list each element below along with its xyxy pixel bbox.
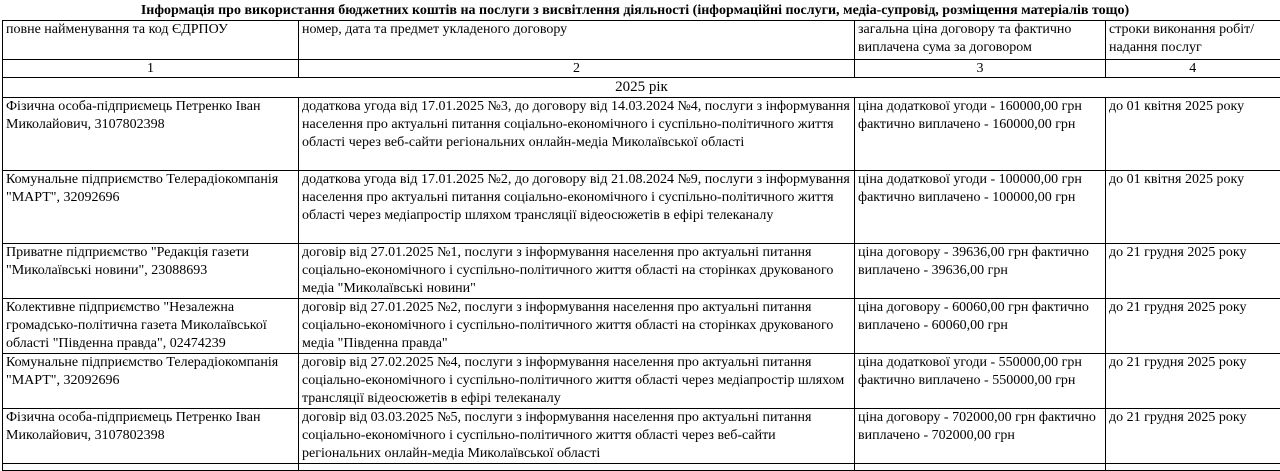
column-number-row bbox=[3, 60, 1280, 78]
contract-cell[interactable] bbox=[299, 464, 855, 471]
header-price[interactable]: загальна ціна договору та фактично виплачена сума за договором bbox=[855, 21, 1106, 60]
deadline-cell[interactable]: до 21 грудня 2025 року bbox=[1106, 299, 1280, 354]
deadline-cell[interactable] bbox=[1106, 464, 1280, 471]
table-row bbox=[3, 98, 1280, 171]
entity-cell[interactable]: Приватне підприємство "Редакція газети "Миколаївські новини", 23088693 bbox=[3, 244, 299, 299]
contract-cell[interactable]: договір від 27.01.2025 №1, послуги з інформування населення про актуальні питання соціально-економічного і суспільно-політичного життя області на сторінках друкованого медіа "Миколаївські новини" bbox=[299, 244, 855, 299]
contract-cell[interactable]: договір від 27.02.2025 №4, послуги з інформування населення про актуальні питання соціально-економічного і суспільно-політичного життя області через медіапростір шляхом трансляції відеосюжетів в ефірі телеканалу bbox=[299, 354, 855, 409]
table-row bbox=[3, 299, 1280, 354]
deadline-cell[interactable]: до 21 грудня 2025 року bbox=[1106, 409, 1280, 464]
column-number[interactable]: 3 bbox=[855, 60, 1106, 78]
price-cell[interactable]: ціна додаткової угоди - 100000,00 грн фактично виплачено - 100000,00 грн bbox=[855, 171, 1106, 244]
contracts-table bbox=[2, 20, 1280, 471]
header-deadline[interactable]: строки виконання робіт/надання послуг bbox=[1106, 21, 1280, 60]
entity-cell[interactable]: Фізична особа-підприємець Петренко Іван Миколайович, 3107802398 bbox=[3, 98, 299, 171]
year-label[interactable]: 2025 рік bbox=[3, 78, 1280, 98]
table-row bbox=[3, 409, 1280, 464]
header-contract[interactable]: номер, дата та предмет укладеного договору bbox=[299, 21, 855, 60]
entity-cell[interactable]: Колективне підприємство "Незалежна громадсько-політична газета Миколаївської області "Південна правда", 02474239 bbox=[3, 299, 299, 354]
price-cell[interactable] bbox=[855, 464, 1106, 471]
table-row bbox=[3, 244, 1280, 299]
year-row bbox=[3, 78, 1280, 98]
contract-cell[interactable]: договір від 03.03.2025 №5, послуги з інформування населення про актуальні питання соціально-економічного і суспільно-політичного життя області через веб-сайти регіональних онлайн-медіа Миколаївської області bbox=[299, 409, 855, 464]
entity-cell[interactable]: Фізична особа-підприємець Петренко Іван Миколайович, 3107802398 bbox=[3, 409, 299, 464]
entity-cell[interactable]: Комунальне підприємство Телерадіокомпанія "МАРТ", 32092696 bbox=[3, 171, 299, 244]
deadline-cell[interactable]: до 21 грудня 2025 року bbox=[1106, 354, 1280, 409]
column-number[interactable]: 4 bbox=[1106, 60, 1280, 78]
price-cell[interactable]: ціна договору - 39636,00 грн фактично виплачено - 39636,00 грн bbox=[855, 244, 1106, 299]
header-row bbox=[3, 21, 1280, 60]
price-cell[interactable]: ціна договору - 60060,00 грн фактично виплачено - 60060,00 грн bbox=[855, 299, 1106, 354]
table-row bbox=[3, 171, 1280, 244]
deadline-cell[interactable]: до 21 грудня 2025 року bbox=[1106, 244, 1280, 299]
contract-cell[interactable]: договір від 27.01.2025 №2, послуги з інформування населення про актуальні питання соціально-економічного і суспільно-політичного життя області на сторінках друкованого медіа "Південна правда" bbox=[299, 299, 855, 354]
table-row bbox=[3, 354, 1280, 409]
price-cell[interactable]: ціна додаткової угоди - 550000,00 грн фактично виплачено - 550000,00 грн bbox=[855, 354, 1106, 409]
contract-cell[interactable]: додаткова угода від 17.01.2025 №2, до договору від 21.08.2024 №9, послуги з інформування населення про актуальні питання соціально-економічного і суспільно-політичного життя області через медіапростір шляхом трансляції відеосюжетів в ефірі телеканалу bbox=[299, 171, 855, 244]
column-number[interactable]: 2 bbox=[299, 60, 855, 78]
header-entity[interactable]: повне найменування та код ЄДРПОУ bbox=[3, 21, 299, 60]
price-cell[interactable]: ціна додаткової угоди - 160000,00 грн фактично виплачено - 160000,00 грн bbox=[855, 98, 1106, 171]
page-title: Інформація про використання бюджетних коштів на послуги з висвітлення діяльності (інформаційні послуги, медіа-супровід, розміщення матеріалів тощо) bbox=[0, 2, 1270, 20]
entity-cell[interactable]: Комунальне підприємство Телерадіокомпанія "МАРТ", 32092696 bbox=[3, 354, 299, 409]
table-row-partial bbox=[3, 464, 1280, 471]
contract-cell[interactable]: додаткова угода від 17.01.2025 №3, до договору від 14.03.2024 №4, послуги з інформування населення про актуальні питання соціально-економічного і суспільно-політичного життя області через веб-сайти регіональних онлайн-медіа Миколаївської області bbox=[299, 98, 855, 171]
deadline-cell[interactable]: до 01 квітня 2025 року bbox=[1106, 171, 1280, 244]
deadline-cell[interactable]: до 01 квітня 2025 року bbox=[1106, 98, 1280, 171]
entity-cell[interactable] bbox=[3, 464, 299, 471]
price-cell[interactable]: ціна договору - 702000,00 грн фактично виплачено - 702000,00 грн bbox=[855, 409, 1106, 464]
column-number[interactable]: 1 bbox=[3, 60, 299, 78]
